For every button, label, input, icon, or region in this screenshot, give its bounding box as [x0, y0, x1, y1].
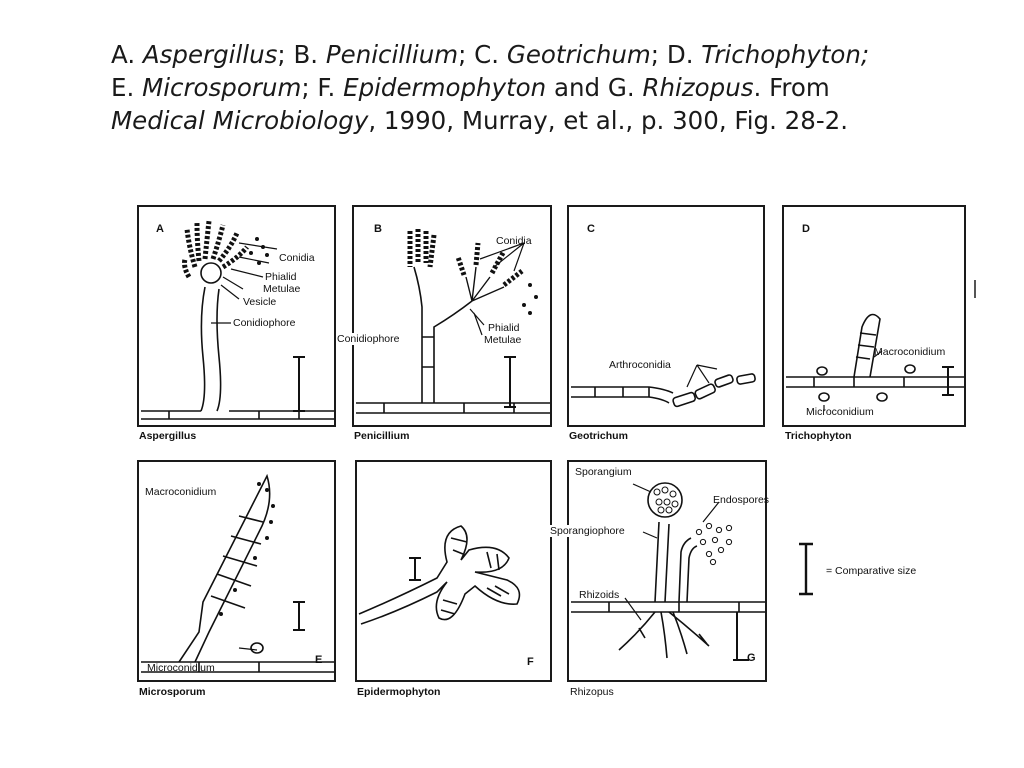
label-microconidium-e: Microconidium	[147, 662, 215, 674]
aspergillus-drawing	[139, 207, 334, 425]
caption-line2-segment: Epidermophyton	[343, 73, 547, 102]
comparative-size-label: = Comparative size	[826, 565, 917, 577]
label-conidiophore-a: Conidiophore	[233, 317, 296, 329]
panel-epidermophyton	[355, 460, 552, 682]
caption-line2-segment: Microsporum	[142, 73, 302, 102]
caption-line1-segment: Penicillium	[325, 40, 459, 69]
label-conidia-b: Conidia	[496, 235, 532, 247]
label-conidia-a: Conidia	[279, 252, 315, 264]
caption-line-2	[111, 71, 1001, 104]
label-arthroconidia: Arthroconidia	[609, 359, 671, 371]
label-phialid-a: Phialid	[265, 271, 297, 283]
panel-geotrichum	[567, 205, 765, 427]
genus-microsporum: Microsporum	[139, 686, 206, 698]
trichophyton-drawing	[784, 207, 964, 425]
genus-penicillium: Penicillium	[354, 430, 410, 442]
label-metulae-b: Metulae	[484, 334, 522, 346]
panel-letter-b: B	[374, 223, 382, 235]
label-endospores: Endospores	[713, 494, 770, 506]
panel-trichophyton	[782, 205, 966, 427]
panel-letter-c: C	[587, 223, 595, 235]
panel-letter-a: A	[156, 223, 164, 235]
genus-geotrichum: Geotrichum	[569, 430, 628, 442]
label-microconidium-d: Microconidium	[806, 406, 874, 418]
caption-line2-segment: Rhizopus	[642, 73, 754, 102]
caption-line3-segment: Medical Microbiology	[111, 106, 369, 135]
caption-line1-segment: ; B.	[277, 40, 326, 69]
caption-line1-segment: Geotrichum	[506, 40, 651, 69]
panel-letter-e: E	[315, 654, 323, 666]
caption-line-1	[111, 38, 1001, 71]
geotrichum-drawing	[569, 207, 763, 425]
caption-line2-segment: ; F.	[301, 73, 344, 102]
label-sporangiophore: Sporangiophore	[550, 525, 625, 537]
panel-aspergillus	[137, 205, 336, 427]
caption-line-3	[111, 104, 1001, 137]
genus-trichophyton: Trichophyton	[785, 430, 852, 442]
label-phialid-b: Phialid	[488, 322, 520, 334]
label-macroconidium-e: Macroconidium	[145, 486, 217, 498]
label-sporangium: Sporangium	[575, 466, 632, 478]
genus-epidermophyton: Epidermophyton	[357, 686, 441, 698]
genus-aspergillus: Aspergillus	[139, 430, 197, 442]
panel-letter-g: G	[747, 652, 756, 664]
caption-line3-segment: , 1990, Murray, et al., p. 300, Fig. 28-2.	[368, 106, 849, 135]
genus-rhizopus: Rhizopus	[570, 686, 614, 698]
caption-line1-segment: ; C.	[458, 40, 507, 69]
edge-mark	[974, 280, 976, 298]
caption-line1-segment: Trichophyton;	[701, 40, 870, 69]
caption-line2-segment: . From	[753, 73, 830, 102]
caption-line1-segment: Aspergillus	[142, 40, 278, 69]
caption-line1-segment: A.	[111, 40, 143, 69]
panel-microsporum	[137, 460, 336, 682]
panel-letter-d: D	[802, 223, 810, 235]
panel-letter-f: F	[527, 656, 534, 668]
caption-line2-segment: and G.	[546, 73, 643, 102]
figure-caption	[111, 38, 1001, 137]
label-vesicle-a: Vesicle	[243, 296, 277, 308]
label-rhizoids: Rhizoids	[579, 589, 620, 601]
label-metulae-a: Metulae	[263, 283, 301, 295]
label-macroconidium-d: Macroconidium	[874, 346, 946, 358]
label-conidiophore-b: Conidiophore	[337, 333, 400, 345]
panel-penicillium	[337, 205, 552, 427]
epidermophyton-drawing	[357, 462, 550, 680]
caption-line1-segment: ; D.	[650, 40, 702, 69]
panel-rhizopus	[550, 460, 770, 682]
caption-line2-segment: E.	[111, 73, 143, 102]
comparative-size-bar	[796, 542, 816, 598]
